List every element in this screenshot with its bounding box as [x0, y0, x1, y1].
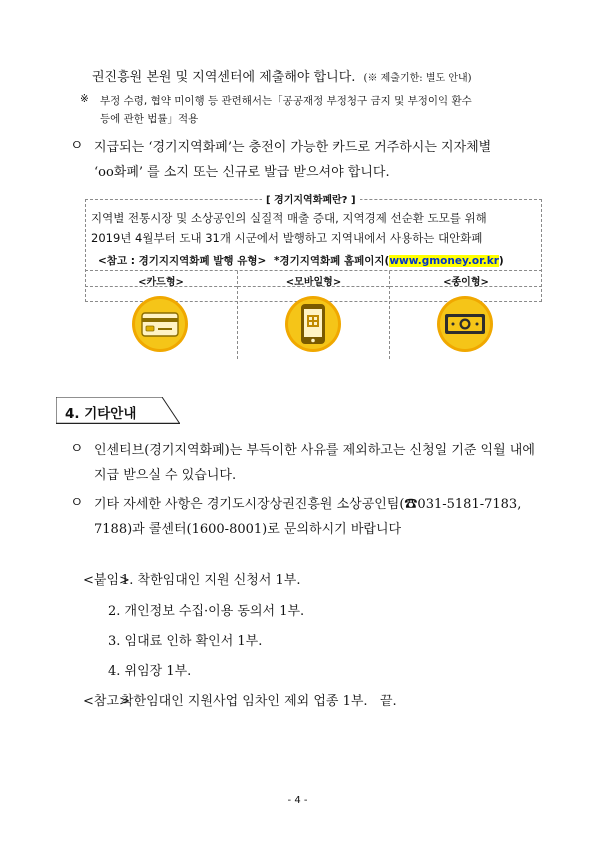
incentive-line-2: 지급 받으실 수 있습니다.	[94, 468, 237, 483]
bullet-mark: ㅇ	[70, 138, 84, 154]
type-mobile-label: <모바일형>	[285, 277, 342, 288]
attachment-item: 3. 임대료 인하 확인서 1부.	[108, 634, 263, 649]
attachment-item: 1. 착한임대인 지원 신청서 1부.	[121, 573, 301, 588]
attachment-item: 4. 위임장 1부.	[108, 664, 192, 679]
section-heading: 4. 기타안내	[65, 406, 137, 422]
attachment-item: 2. 개인정보 수집·이용 동의서 1부.	[108, 604, 305, 619]
mobile-phone-icon	[284, 295, 342, 353]
currency-type-grid	[85, 270, 542, 358]
page-number: - 4 -	[287, 795, 308, 806]
attachment-label: <붙임>	[83, 573, 130, 588]
type-paper	[389, 271, 542, 359]
type-paper-label: <종이형>	[443, 277, 489, 288]
type-card-label: <카드형>	[138, 277, 184, 288]
homepage-label: *경기지역화폐 홈페이지(	[273, 255, 390, 267]
note-line-1: 부정 수령, 협약 미이행 등 관련해서는「공공재정 부정청구 금지 및 부정이익 환수	[100, 95, 472, 107]
bullet-mark: ㅇ	[70, 441, 84, 457]
note-line-2: 등에 관한 법률」적용	[100, 113, 199, 125]
credit-card-icon	[131, 295, 189, 353]
type-mobile	[237, 271, 389, 359]
bullet-mark: ㅇ	[70, 495, 84, 511]
end-mark: 끝.	[380, 694, 397, 709]
info-line-2: 2019년 4월부터 도내 31개 시군에서 발행하고 지역내에서 사용하는 대안화폐	[91, 231, 483, 245]
contact-line-2: 7188)과 콜센터(1600-8001)로 문의하시기 바랍니다	[94, 522, 402, 537]
continued-text: 권진흥원 본원 및 지역센터에 제출해야 합니다.	[92, 70, 356, 85]
homepage-link[interactable]: www.gmoney.or.kr	[389, 255, 499, 267]
deadline-note: (※ 제출기한: 별도 안내)	[363, 73, 472, 84]
paragraph-line-1: 지급되는 ‘경기지역화폐’는 충전이 가능한 카드로 거주하시는 지자체별	[94, 140, 492, 155]
reference-prefix: <참고 : 경기지지역화폐 발행 유형>	[98, 255, 267, 267]
note-mark: ※	[80, 93, 89, 105]
incentive-line-1: 인센티브(경기지역화폐)는 부득이한 사유를 제외하고는 신청일 기준 익월 내에	[94, 443, 535, 458]
type-card	[85, 271, 237, 359]
contact-line-1: 기타 자세한 사항은 경기도시장상권진흥원 소상공인팀(☎031-5181-7183,	[94, 497, 522, 512]
reference-label: <참고>	[83, 694, 130, 709]
reference-text: 착한임대인 지원사업 임차인 제외 업종 1부.	[121, 694, 368, 709]
continued-line	[92, 66, 472, 85]
info-box-title: [ 경기지역화폐란? ]	[262, 191, 360, 206]
homepage-close: )	[498, 255, 504, 267]
info-line-1: 지역별 전통시장 및 소상공인의 실질적 매출 증대, 지역경제 선순환 도모를 위해	[91, 211, 487, 225]
banknote-icon	[436, 295, 494, 353]
paragraph-line-2: ‘oo화폐’ 를 소지 또는 신규로 발급 받으셔야 합니다.	[94, 165, 390, 180]
reference-line	[98, 253, 504, 268]
